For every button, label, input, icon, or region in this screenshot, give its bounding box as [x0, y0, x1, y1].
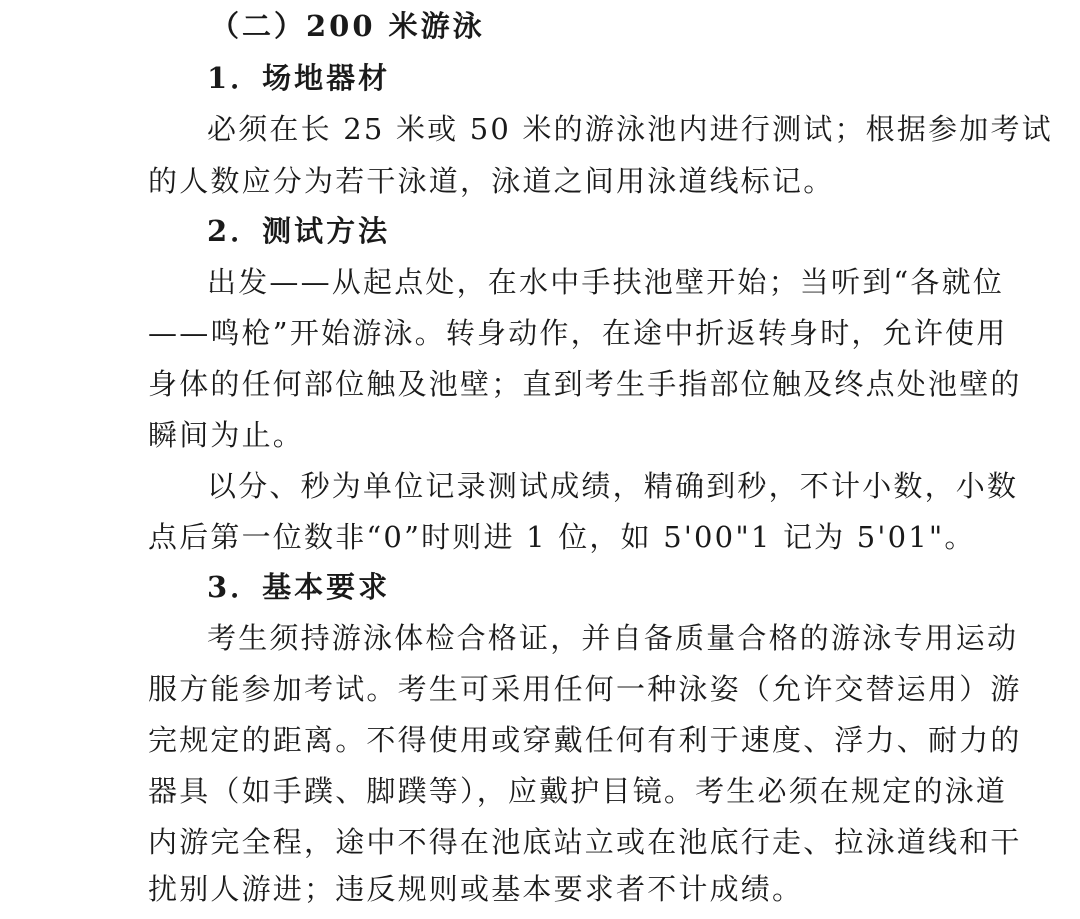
paragraph-line: 的人数应分为若干泳道，泳道之间用泳道线标记。 [148, 164, 835, 198]
paragraph-line: 器具（如手蹼、脚蹼等），应戴护目镜。考生必须在规定的泳道 [148, 774, 1008, 808]
paragraph-line: 扰别人游进；违反规则或基本要求者不计成绩。 [148, 872, 804, 906]
heading-test-method: 2．测试方法 [207, 214, 391, 248]
paragraph-line: 完规定的距离。不得使用或穿戴任何有利于速度、浮力、耐力的 [148, 723, 1022, 757]
paragraph-line: ——鸣枪”开始游泳。转身动作，在途中折返转身时，允许使用 [148, 316, 1008, 350]
heading-venue-equipment: 1．场地器材 [207, 61, 391, 95]
paragraph-line: 瞬间为止。 [148, 418, 305, 452]
paragraph-line: 服方能参加考试。考生可采用任何一种泳姿（允许交替运用）游 [148, 672, 1022, 706]
paragraph-line: 出发——从起点处，在水中手扶池壁开始；当听到“各就位 [207, 265, 1005, 299]
paragraph-line: 必须在长 25 米或 50 米的游泳池内进行测试；根据参加考试 [207, 112, 1053, 146]
paragraph-line: 身体的任何部位触及池壁；直到考生手指部位触及终点处池壁的 [148, 367, 1022, 401]
paragraph-line: 以分、秒为单位记录测试成绩，精确到秒，不计小数，小数 [207, 469, 1019, 503]
section-title: （二）200 米游泳 [210, 9, 485, 43]
paragraph-line: 点后第一位数非“0”时则进 1 位，如 5'00"1 记为 5'01"。 [148, 520, 976, 554]
paragraph-line: 考生须持游泳体检合格证，并自备质量合格的游泳专用运动 [207, 621, 1019, 655]
heading-basic-requirements: 3．基本要求 [207, 570, 391, 604]
paragraph-line: 内游完全程，途中不得在池底站立或在池底行走、拉泳道线和干 [148, 825, 1022, 859]
